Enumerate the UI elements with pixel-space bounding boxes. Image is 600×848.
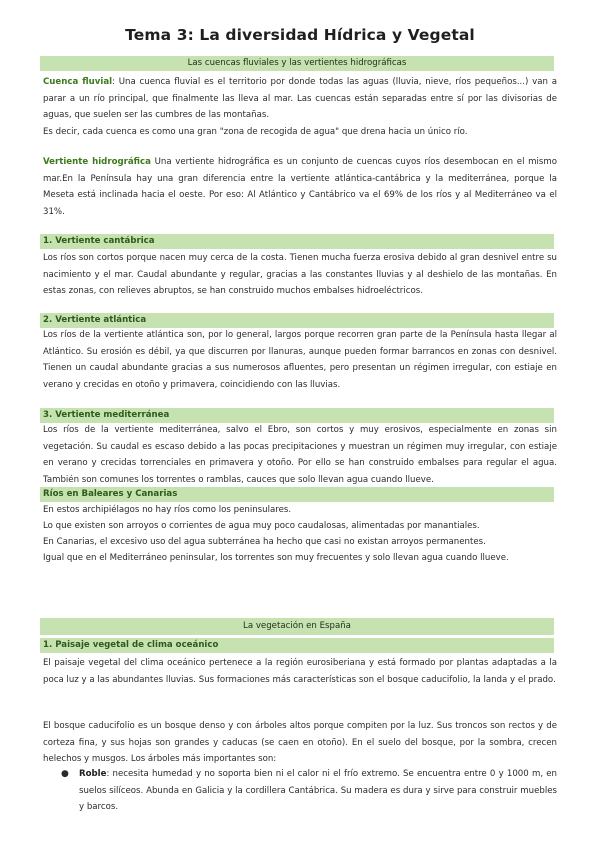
- vertiente-term: Vertiente hidrográfica: [43, 157, 151, 167]
- oceanico-text: El paisaje vegetal del clima oceánico pertenece a la región eurosiberiana y está formado por plantas adaptadas a la poca luz y a las abundantes lluvias. Sus formaciones más características son el bosque caducifolio, la landa y el prado.: [43, 658, 557, 685]
- section-heading-cuencas: Las cuencas fluviales y las vertientes hidrográficas: [40, 56, 554, 71]
- heading-baleares: Ríos en Baleares y Canarias: [40, 487, 554, 502]
- vertiente-paragraph: [43, 154, 557, 220]
- heading-cantabrica: 1. Vertiente cantábrica: [40, 234, 554, 249]
- cantabrica-text: Los ríos son cortos porque nacen muy cerca de la costa. Tienen mucha fuerza erosiva debido al gran desnivel entre su nacimiento y el mar. Caudal abundante y regular, gracias a las constantes lluvias y al deshielo de las montañas. En estas zonas, con relieves abruptos, se han construido muchos embalses hidroeléctricos.: [43, 253, 557, 296]
- arboles-list: [43, 766, 557, 816]
- caducifolio-text: El bosque caducifolio es un bosque denso y con árboles altos porque compiten por la luz. Sus troncos son rectos y de corteza fina, y sus hojas son grandes y caducas (se caen en otoño). En el suelo del bosque, por la sombra, crecen helechos y musgos. Los árboles más importantes son:: [43, 721, 557, 764]
- heading-mediterranea: 3. Vertiente mediterránea: [40, 408, 554, 423]
- section-heading-vegetacion: La vegetación en España: [40, 618, 554, 635]
- cuenca-term: Cuenca fluvial: [43, 77, 113, 87]
- roble-description: : necesita humedad y no soporta bien ni el calor ni el frío extremo. Se encuentra entre 0 y 1000 m, en suelos silíceos. Abunda en Galicia y la cordillera Cantábrica. Su madera es dura y sirve para construir muebles y barcos.: [79, 769, 557, 812]
- mediterranea-text: Los ríos de la vertiente mediterránea, salvo el Ebro, son cortos y muy erosivos, especialmente en zonas sin vegetación. Su caudal es escaso debido a las pocas precipitaciones y muestran un régimen muy irregular, con estiaje en verano y crecidas torrenciales en primavera y otoño. Por ello se han construido embalses para regular el agua. También son comunes los torrentes o ramblas, cauces que solo llevan agua cuando llueve.: [43, 425, 557, 485]
- vertiente-definition: Una vertiente hidrográfica es un conjunto de cuencas cuyos ríos desembocan en el mismo mar.En la Península hay una gran diferencia entre la vertiente atlántica-cantábrica y la mediterránea, porque la Meseta está inclinada hacia el oeste. Por eso: Al Atlántico y Cantábrico va el 69% de los ríos y al Mediterráneo va el 31%.: [43, 157, 557, 217]
- baleares-line-3: En Canarias, el excesivo uso del agua subterránea ha hecho que casi no existan arroyos permanentes.: [43, 537, 486, 547]
- bullet-icon: ●: [61, 769, 69, 779]
- atlantica-text: Los ríos de la vertiente atlántica son, por lo general, largos porque recorren gran parte de la Península hasta llegar al Atlántico. Su erosión es débil, ya que discurren por llanuras, aunque pueden formar barrancos en zonas con desnivel. Tienen un caudal abundante gracias a sus numerosos afluentes, pero presentan un régimen irregular, con estiaje en verano y crecidas en otoño y primavera, coincidiendo con las lluvias.: [43, 330, 557, 390]
- heading-atlantica: 2. Vertiente atlántica: [40, 313, 554, 328]
- cuenca-summary: Es decir, cada cuenca es como una gran "zona de recogida de agua" que drena hacia un único río.: [43, 127, 468, 137]
- roble-term: Roble: [79, 769, 107, 779]
- baleares-line-2: Lo que existen son arroyos o corrientes de agua muy poco caudalosas, alimentadas por manantiales.: [43, 521, 480, 531]
- baleares-line-4: Igual que en el Mediterráneo peninsular, los torrentes son muy frecuentes y solo llevan agua cuando llueve.: [43, 553, 509, 563]
- cuenca-paragraph: [43, 74, 557, 124]
- page-title: Tema 3: La diversidad Hídrica y Vegetal: [125, 26, 475, 44]
- list-item-roble: [79, 766, 557, 816]
- heading-paisaje-oceanico: 1. Paisaje vegetal de clima oceánico: [40, 638, 554, 653]
- baleares-line-1: En estos archipiélagos no hay ríos como los peninsulares.: [43, 505, 292, 515]
- cuenca-definition: : Una cuenca fluvial es el territorio por donde todas las aguas (lluvia, nieve, ríos pequeños...) van a parar a un río principal, que finalmente las lleva al mar. Las cuencas están separadas entre sí por las divisorias de aguas, que suelen ser las cumbres de las montañas.: [43, 77, 557, 120]
